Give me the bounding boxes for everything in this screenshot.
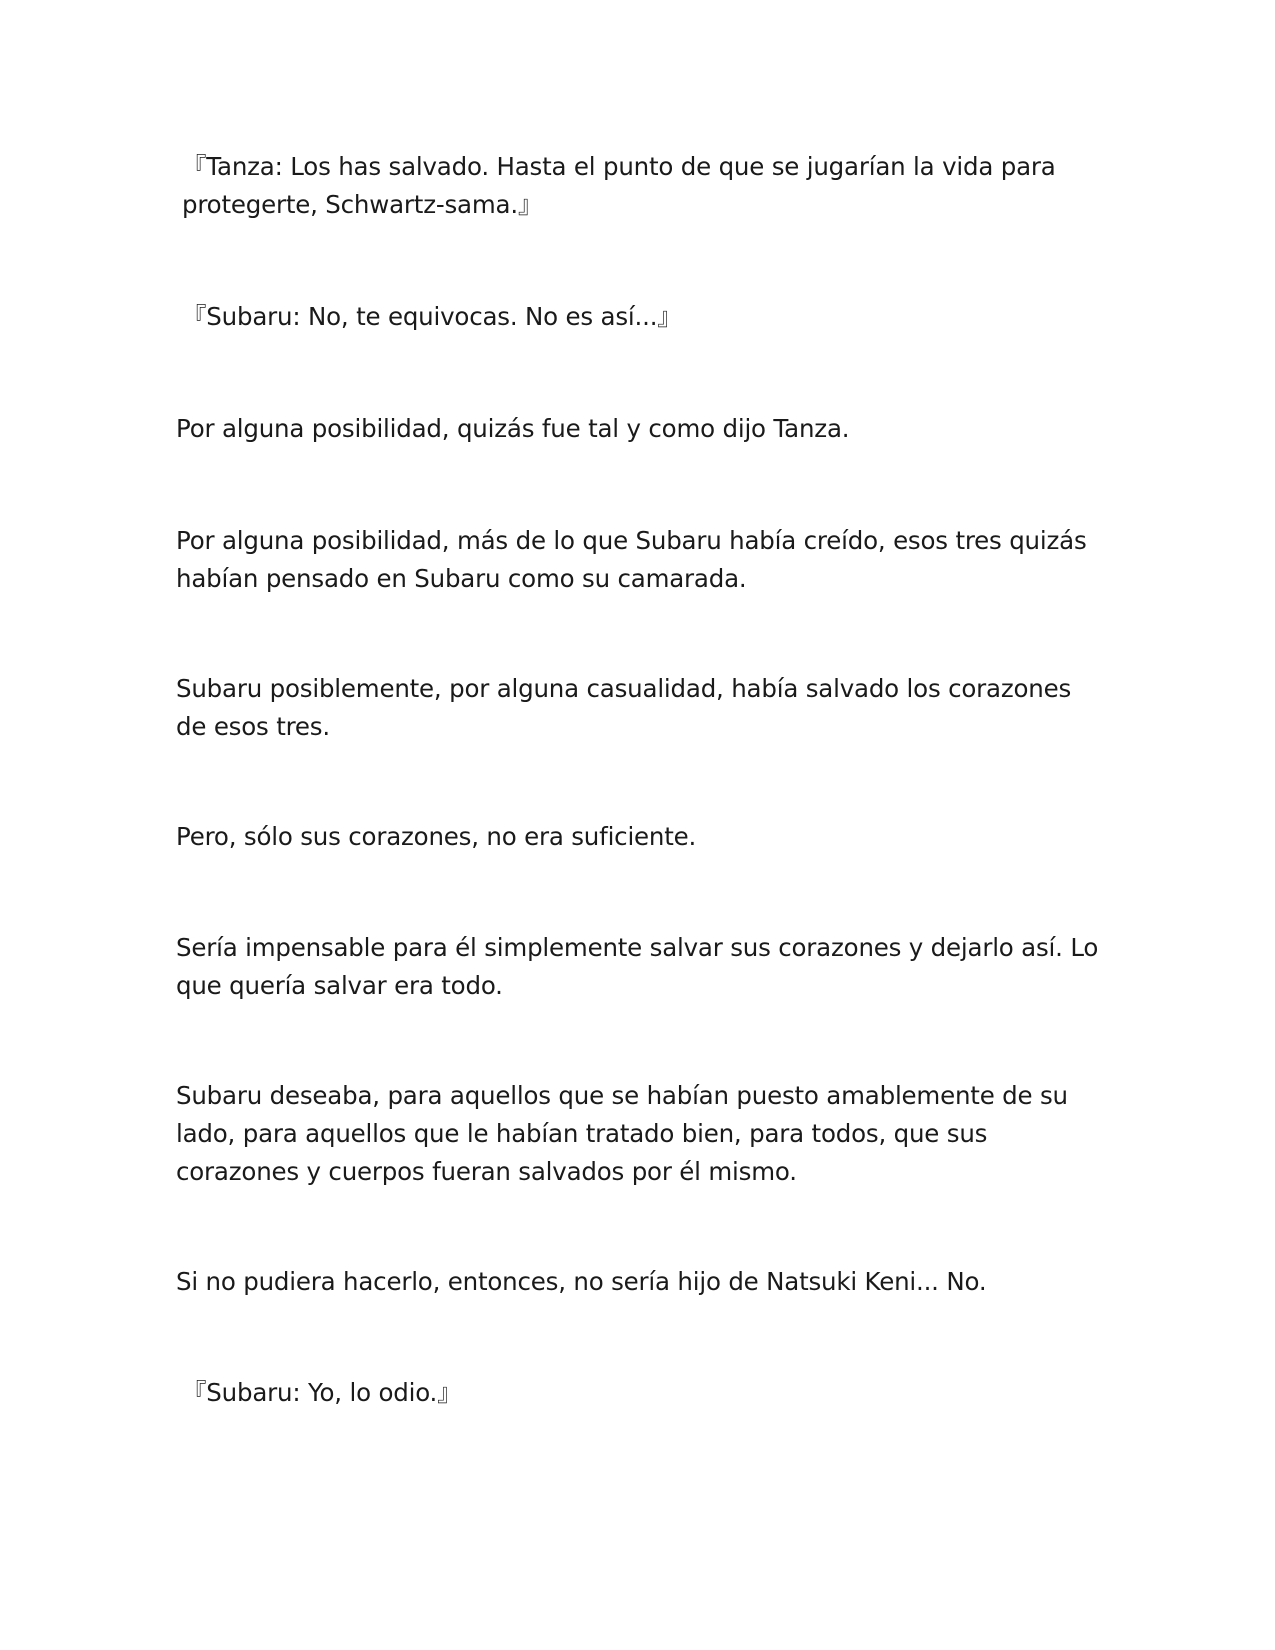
paragraph-narration-4: Pero, sólo sus corazones, no era suficiente.: [176, 822, 697, 851]
paragraph-tanza-dialogue: 『Tanza: Los has salvado. Hasta el punto de que se jugarían la vida para protegerte, Schwartz-sama.』: [182, 152, 1056, 219]
paragraph-narration-6: Subaru deseaba, para aquellos que se habían puesto amablemente de su lado, para aquellos que le habían tratado bien, para todos, que sus corazones y cuerpos fueran salvados por él mismo.: [176, 1081, 1068, 1186]
paragraph-narration-1: Por alguna posibilidad, quizás fue tal y como dijo Tanza.: [176, 414, 850, 443]
paragraph-narration-7: Si no pudiera hacerlo, entonces, no sería hijo de Natsuki Keni... No.: [176, 1267, 987, 1296]
paragraph-narration-5: Sería impensable para él simplemente salvar sus corazones y dejarlo así. Lo que quería salvar era todo.: [176, 933, 1099, 1000]
paragraph-subaru-dialogue-2: 『Subaru: Yo, lo odio.』: [182, 1378, 462, 1407]
paragraph-narration-3: Subaru posiblemente, por alguna casualidad, había salvado los corazones de esos tres.: [176, 674, 1072, 741]
paragraph-narration-2: Por alguna posibilidad, más de lo que Subaru había creído, esos tres quizás habían pensado en Subaru como su camarada.: [176, 526, 1087, 593]
paragraph-subaru-dialogue-1: 『Subaru: No, te equivocas. No es así...』: [182, 302, 682, 331]
